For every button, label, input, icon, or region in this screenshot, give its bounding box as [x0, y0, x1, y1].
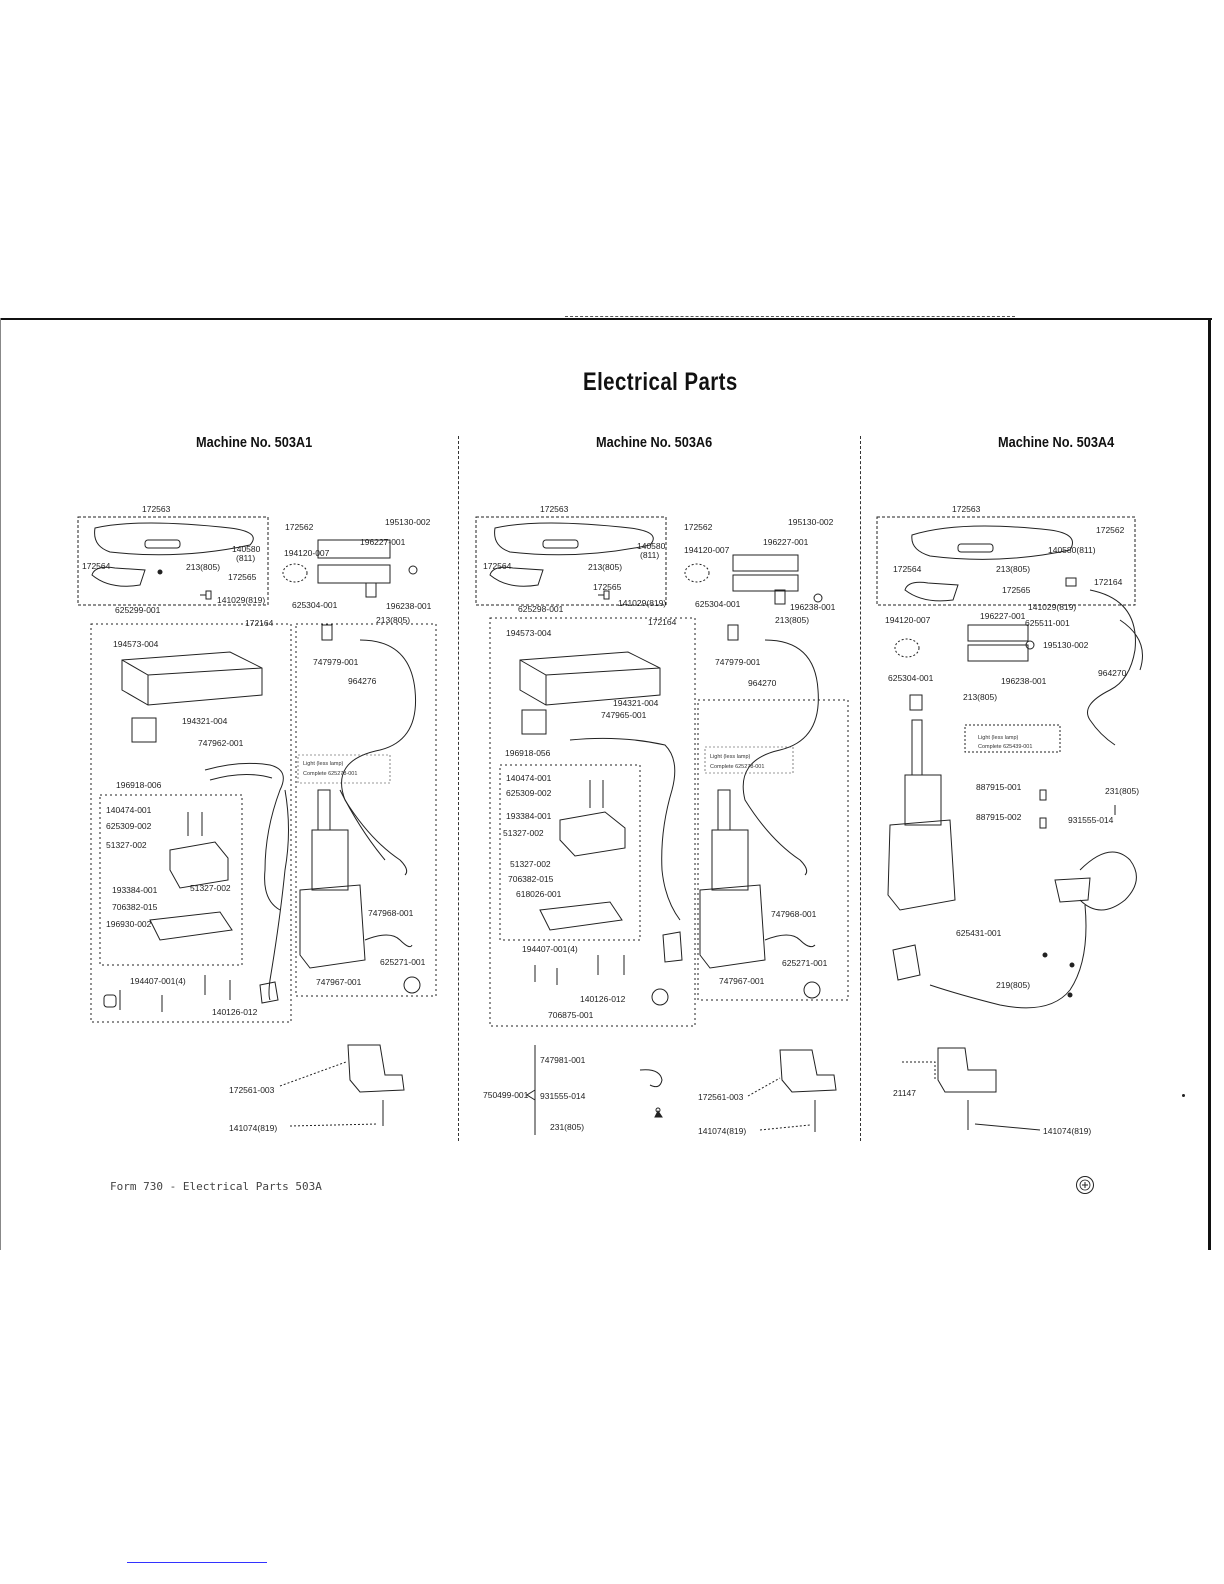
callout: 141029(819) — [1028, 602, 1077, 612]
column-503a6-labels — [483, 504, 836, 1136]
lamp-bracket — [366, 583, 376, 597]
callout: 747979-001 — [715, 657, 761, 667]
callout: 887915-002 — [976, 812, 1022, 822]
callout: 625271-001 — [380, 957, 426, 967]
callout: 231(805) — [1105, 786, 1140, 796]
callout: 625299-001 — [115, 605, 161, 615]
callout: 196227-001 — [980, 611, 1026, 621]
callout: (811) — [640, 550, 660, 560]
callout: 625271-001 — [782, 958, 828, 968]
callout: 213(805) — [186, 562, 221, 572]
callout: 141074(819) — [698, 1126, 747, 1136]
callout: 625431-001 — [956, 928, 1002, 938]
light-cover-shape — [95, 523, 254, 555]
screw-shape — [200, 591, 211, 599]
callout: 195130-002 — [788, 517, 834, 527]
callout: 195130-002 — [385, 517, 431, 527]
callout: (811) — [236, 553, 256, 563]
callout: 625309-002 — [106, 821, 152, 831]
callout: 887915-001 — [976, 782, 1022, 792]
light-note: Light (less lamp) — [978, 735, 1019, 741]
light-note: Light (less lamp) — [303, 761, 344, 767]
bottom-rule — [127, 1562, 267, 1563]
callout: 706382-015 — [112, 902, 158, 912]
callout: 194321-004 — [182, 716, 228, 726]
plate-shape — [150, 912, 232, 940]
column-heading-503a4: Machine No. 503A4 — [998, 434, 1115, 451]
callout: 172561-003 — [229, 1085, 275, 1095]
callout: 219(805) — [996, 980, 1031, 990]
callout: 931555-014 — [540, 1091, 586, 1101]
callout: 625298-001 — [518, 604, 564, 614]
callout: 706382-015 — [508, 874, 554, 884]
callout: 931555-014 — [1068, 815, 1114, 825]
callout: 194120-007 — [885, 615, 931, 625]
callout: 747967-001 — [316, 977, 362, 987]
callout: 141074(819) — [1043, 1126, 1092, 1136]
callout: 625511-001 — [1025, 618, 1070, 628]
callout: 625304-001 — [695, 599, 741, 609]
callout: 625309-002 — [506, 788, 552, 798]
stray-mark — [1182, 1094, 1185, 1097]
motor-lead — [365, 935, 412, 947]
callout: 172565 — [228, 572, 257, 582]
callout: 141029(819) — [217, 595, 266, 605]
callout: 747968-001 — [368, 908, 414, 918]
callout: 195130-002 — [1043, 640, 1089, 650]
callout: 140474-001 — [506, 773, 552, 783]
callout: 172564 — [82, 561, 111, 571]
callout: 196238-001 — [790, 602, 836, 612]
callout: 140126-012 — [580, 994, 626, 1004]
callout: 196918-006 — [116, 780, 162, 790]
callout: 194573-004 — [506, 628, 552, 638]
callout: 51327-002 — [503, 828, 544, 838]
callout: 172565 — [1002, 585, 1031, 595]
motor-shaft — [318, 790, 330, 830]
light-note: Complete 625439-001 — [978, 744, 1033, 750]
page-title: Electrical Parts — [582, 368, 738, 396]
light-note: Complete 625278-001 — [710, 764, 765, 770]
light-note: Light (less lamp) — [710, 754, 751, 760]
callout: 193384-001 — [506, 811, 552, 821]
callout: 231(805) — [550, 1122, 585, 1132]
callout: 21147 — [893, 1088, 917, 1098]
singer-logo-icon — [1075, 1175, 1095, 1195]
callout: 172562 — [285, 522, 314, 532]
callout: 196930-002 — [106, 919, 152, 929]
callout: 193384-001 — [112, 885, 158, 895]
callout: 196227-001 — [360, 537, 406, 547]
callout: 194120-007 — [284, 548, 330, 558]
control-box — [122, 652, 262, 705]
callout: 747979-001 — [313, 657, 359, 667]
column-heading-503a6: Machine No. 503A6 — [596, 434, 713, 451]
callout: 51327-002 — [510, 859, 551, 869]
callout: 172564 — [893, 564, 922, 574]
callout: 172164 — [1094, 577, 1123, 587]
singer-badge — [145, 540, 180, 548]
callout: 213(805) — [963, 692, 998, 702]
callout: 747962-001 — [198, 738, 244, 748]
column-heading-503a1: Machine No. 503A1 — [196, 434, 313, 451]
callout: 213(805) — [775, 615, 810, 625]
callout: 196918-056 — [505, 748, 551, 758]
callout: 172564 — [483, 561, 512, 571]
connector-shape — [404, 977, 420, 993]
callout: 213(805) — [376, 615, 411, 625]
callout: 213(805) — [996, 564, 1031, 574]
column-503a1-drawing — [78, 517, 1143, 1135]
callout: 194120-007 — [684, 545, 730, 555]
callout: 140580(811) — [1048, 545, 1096, 555]
callout: 140580 — [637, 541, 666, 551]
column-503a1-labels — [82, 504, 432, 1133]
callout: 747981-001 — [540, 1055, 586, 1065]
callout: 172565 — [593, 582, 622, 592]
rheostat-shape — [170, 842, 228, 888]
callout: 141074(819) — [229, 1123, 278, 1133]
callout: 196238-001 — [1001, 676, 1047, 686]
callout: 194573-004 — [113, 639, 159, 649]
callout: 196238-001 — [386, 601, 432, 611]
callout: 172164 — [245, 618, 274, 628]
light-note: Complete 625278-001 — [303, 771, 358, 777]
callout: 140580 — [232, 544, 261, 554]
callout: 747968-001 — [771, 909, 817, 919]
callout: 172562 — [1096, 525, 1125, 535]
motor-lower-body — [300, 885, 365, 968]
callout: 51327-002 — [106, 840, 147, 850]
callout: 172563 — [540, 504, 569, 514]
callout: 51327-002 — [190, 883, 231, 893]
callout: 964270 — [748, 678, 777, 688]
callout: 194407-001(4) — [522, 944, 578, 954]
callout: 194407-001(4) — [130, 976, 186, 986]
callout: 747967-001 — [719, 976, 765, 986]
bracket-shape — [348, 1045, 404, 1092]
lamp-holder-bottom — [318, 565, 390, 583]
callout: 750499-001 — [483, 1090, 529, 1100]
callout: 625304-001 — [292, 600, 338, 610]
callout: 141029(819) — [618, 598, 667, 608]
callout: 618026-001 — [516, 889, 562, 899]
footer-form-number: Form 730 - Electrical Parts 503A — [110, 1180, 322, 1193]
callout: 964276 — [348, 676, 377, 686]
motor-upper-body — [312, 830, 348, 890]
switch-shape — [322, 625, 332, 640]
callout: 172563 — [952, 504, 981, 514]
callout: 213(805) — [588, 562, 623, 572]
callout: 964270 — [1098, 668, 1127, 678]
callout: 747965-001 — [601, 710, 647, 720]
callout: 194321-004 — [613, 698, 659, 708]
callout: 172563 — [142, 504, 171, 514]
callout: 196227-001 — [763, 537, 809, 547]
callout: 172561-003 — [698, 1092, 744, 1102]
callout: 140474-001 — [106, 805, 152, 815]
callout: 172562 — [684, 522, 713, 532]
callout: 172164 — [648, 617, 677, 627]
bulb-shape — [283, 564, 307, 582]
callout: 625304-001 — [888, 673, 934, 683]
callout: 706875-001 — [548, 1010, 594, 1020]
callout: 140126-012 — [212, 1007, 258, 1017]
receptacle-shape — [132, 718, 156, 742]
